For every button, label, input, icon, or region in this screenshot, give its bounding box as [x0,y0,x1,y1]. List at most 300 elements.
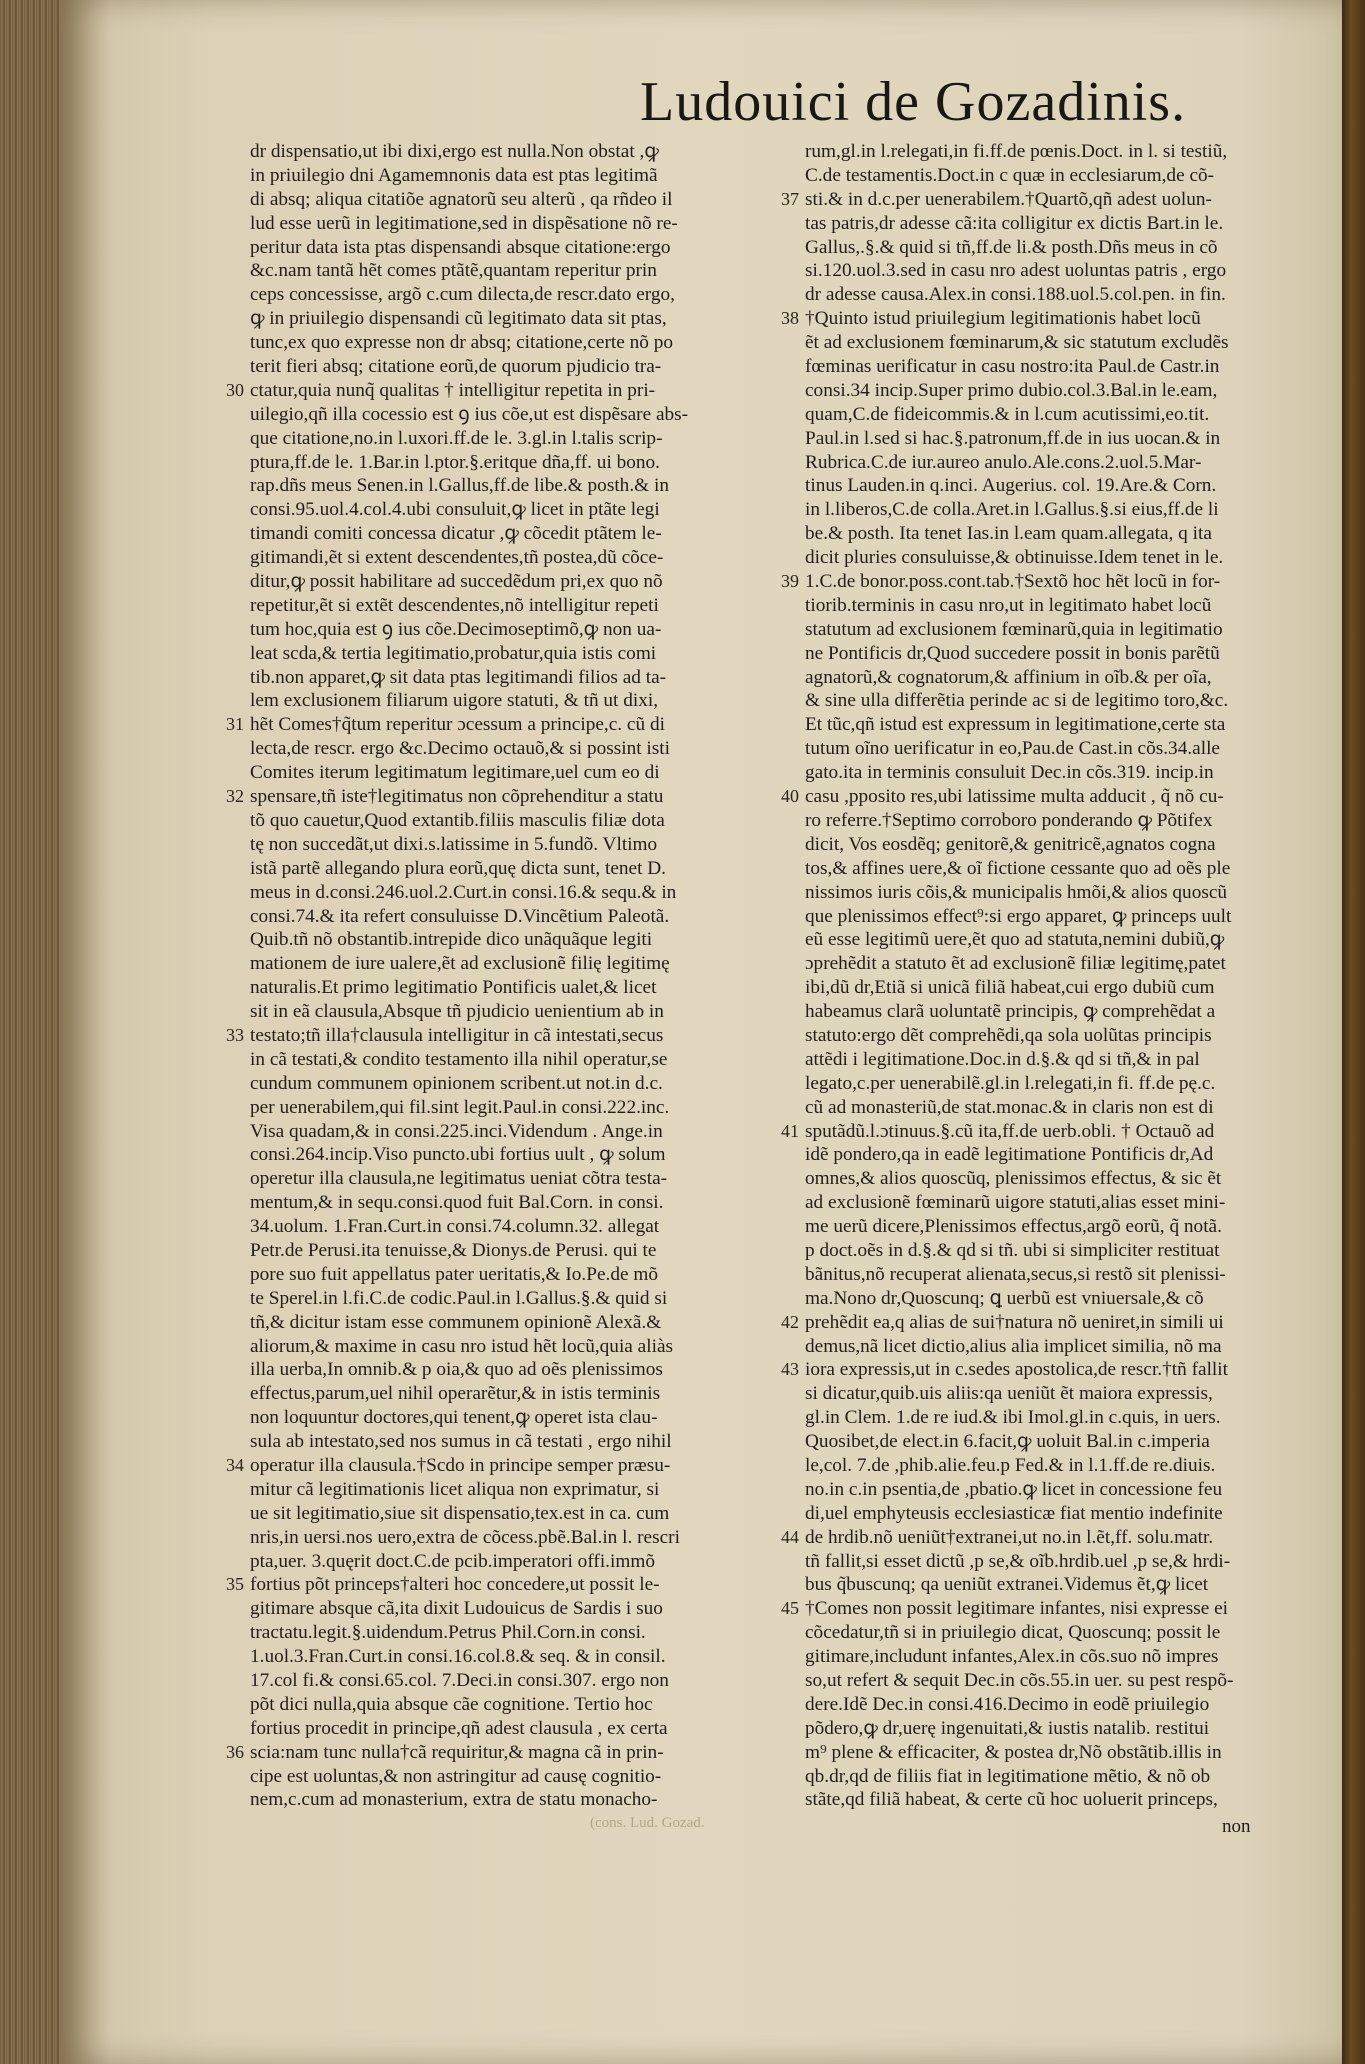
left-column [226,140,770,1812]
text-line [805,857,1305,881]
text-line [805,1167,1305,1191]
text-line [250,857,770,881]
text-line [250,164,770,188]
line-text: sit in eã clausula,Absque tñ pjudicio uenientium ab in [250,1001,664,1023]
margin-number: 39 [781,571,799,592]
line-text: idẽ pondero,qa in eadẽ legitimatione Pontificis dr,Ad [805,1144,1214,1166]
margin-number: 40 [781,786,799,807]
line-text: dr adesse causa.Alex.in consi.188.uol.5.col.pen. in fin. [805,284,1226,306]
text-line [805,1765,1305,1789]
margin-number: 43 [781,1359,799,1380]
line-text: bus q̃buscunq; qa ueniũt extranei.Videmus ẽt,ꝙ licet [805,1574,1209,1596]
text-line [805,1669,1305,1693]
line-text: si.120.uol.3.sed in casu nro adest uoluntas patris , ergo [805,260,1227,282]
text-line [250,1335,770,1359]
line-text: 1.C.de bonor.poss.cont.tab.†Sextõ hoc hẽt locũ in for- [805,571,1221,593]
line-text: cõcedatur,tñ si in priuilegio dicat, Quoscunq; possit le [805,1622,1221,1644]
text-line [805,809,1305,833]
line-text: &c.nam tantã hẽt comes ptãtẽ,quantam reperitur prin [250,260,657,282]
text-line [781,1526,1305,1550]
text-line [250,1215,770,1239]
line-text: gitimare absque cã,ita dixit Ludouicus de Sardis i suo [250,1598,663,1620]
text-line [250,618,770,642]
text-line [805,498,1305,522]
line-text: dicit, Vos eosdẽq; genitorẽ,& genitricẽ,agnatos cogna [805,833,1216,855]
text-line [250,594,770,618]
line-text: nissimos iuris cõis,& municipalis hmõi,& alios quoscũ [805,881,1228,903]
line-text: ptura,ff.de le. 1.Bar.in l.ptor.§.eritque dña,ff. ui bono. [250,451,660,473]
line-text: cipe est uoluntas,& non astringitur ad causę cognitio- [250,1765,662,1787]
line-text: sti.& in d.c.per uenerabilem.†Quartõ,qñ adest uolun- [805,188,1212,210]
line-text: testato;tñ illa†clausula intelligitur in cã intestati,secus [250,1024,664,1046]
text-line [250,498,770,522]
text-line [250,236,770,260]
text-line [805,522,1305,546]
margin-number: 30 [226,379,244,400]
text-line [250,761,770,785]
text-line [250,1788,770,1812]
line-text: tos,& affines uere,& oĩ fictione cessante quo ad oẽs ple [805,857,1231,879]
line-text: tunc,ex quo expresse non dr absq; citatione,certe nõ po [250,332,673,354]
line-text: Visa quadam,& in consi.225.inci.Videndum . Ange.in [250,1120,663,1142]
line-text: me uerũ dicere,Plenissimos effectus,argõ eorũ, q̃ notã. [805,1216,1222,1238]
text-line [226,1454,770,1478]
line-text: ue sit legitimatio,siue sit dispensatio,tex.est in ca. cum [250,1502,670,1524]
line-text: per uenerabilem,qui fil.sint legit.Paul.in consi.222.inc. [250,1096,670,1118]
line-text: statuto:ergo dẽt comprehẽdi,qa sola uolũtas principis [805,1024,1212,1046]
line-text: leat scda,& tertia legitimatio,probatur,quia istis comi [250,642,657,664]
line-text: tractatu.legit.§.uidendum.Petrus Phil.Corn.in consi. [250,1622,646,1644]
text-line [805,928,1305,952]
text-line [805,1741,1305,1765]
text-line [250,1669,770,1693]
line-text: consi.34 incip.Super primo dubio.col.3.Bal.in le.eam, [805,379,1218,401]
text-line [805,546,1305,570]
line-text: & sine ulla differẽtia perinde ac si de legitimo toro,&c. [805,690,1229,712]
text-line [250,1239,770,1263]
text-line [250,1406,770,1430]
text-line [805,1096,1305,1120]
line-text: pta,uer. 3.quęrit doct.C.de pcib.imperatori offi.immõ [250,1550,655,1572]
line-text: fortius põt princeps†alteri hoc concedere,ut possit le- [250,1574,660,1596]
line-text: in l.liberos,C.de colla.Aret.in l.Gallus.§.si eius,ff.de li [805,499,1219,521]
margin-number: 36 [226,1741,244,1762]
text-line [250,1072,770,1096]
line-text: ditur,ꝙ possit habilitare ad succedẽdum pri,ex quo nõ [250,571,663,593]
line-text: lecta,de rescr. ergo &c.Decimo octauõ,& si possint isti [250,738,670,760]
line-text: C.de testamentis.Doct.in c quæ in ecclesiarum,de cõ- [805,164,1215,186]
line-text: Rubrica.C.de iur.aureo anulo.Ale.cons.2.uol.5.Mar- [805,451,1202,473]
line-text: no.in c.in psentia,de ,pbatio.ꝙ licet in concessione feu [805,1478,1223,1500]
text-line [781,1311,1305,1335]
catchword: non [1222,1816,1251,1837]
text-line [250,689,770,713]
text-line [805,1263,1305,1287]
text-line [226,1741,770,1765]
line-text: naturalis.Et primo legitimatio Pontificis ualet,& licet [250,977,657,999]
text-line [250,1311,770,1335]
line-text: ɔprehẽdit a statuto ẽt ad exclusionẽ filiæ legitimę,patet [805,953,1226,975]
line-text: põt dici nulla,quia absque cãe cognitione. Tertio hoc [250,1693,653,1715]
margin-number: 41 [781,1120,799,1141]
text-line [250,307,770,331]
line-text: ad exclusionẽ fœminarũ uigore statuti,alias esset mini- [805,1192,1226,1214]
text-line [250,1645,770,1669]
text-line [226,379,770,403]
line-text: casu ,pposito res,ubi latissime multa adducit , q̃ nõ cu- [805,786,1224,808]
line-text: quam,C.de fideicommis.& in l.cum acutissimi,eo.tit. [805,403,1210,425]
line-text: m⁹ plene & efficaciter, & postea dr,Nõ obstãtib.illis in [805,1741,1222,1763]
line-text: Comites iterum legitimatum legitimare,uel cum eo di [250,762,660,784]
line-text: in cã testati,& condito testamento illa nihil operatur,se [250,1048,668,1070]
margin-number: 35 [226,1574,244,1595]
line-text: ẽt ad exclusionem fœminarum,& sic statutum excludẽs [805,332,1229,354]
line-text: stãte,qd filiã habeat, & certe cũ hoc uoluerit princeps, [805,1789,1218,1811]
text-line [250,1717,770,1741]
line-text: ma.Nono dr,Quoscunq; ꝗ uerbũ est vniuersale,& cõ [805,1287,1204,1309]
text-line [250,1526,770,1550]
line-text: lud esse uerũ in legitimatione,sed in dispẽsatione nõ re- [250,212,678,234]
text-line [805,1430,1305,1454]
line-text: gato.ita in terminis consuluit Dec.in cõs.319. incip.in [805,762,1214,784]
text-line [250,1263,770,1287]
line-text: hẽt Comes†q̃tum reperitur ɔcessum a principe,c. cũ di [250,714,665,736]
text-line [805,666,1305,690]
text-line [250,188,770,212]
text-line [226,785,770,809]
text-line [805,737,1305,761]
line-text: 17.col fi.& consi.65.col. 7.Deci.in consi.307. ergo non [250,1670,669,1691]
text-line [250,1478,770,1502]
text-line [250,833,770,857]
binding-board [1342,0,1365,2064]
line-text: Quosibet,de elect.in 6.facit,ꝙ uoluit Bal.in c.imperia [805,1431,1210,1453]
line-text: mitur cã legitimationis licet aliqua non exprimatur, si [250,1478,660,1500]
line-text: gl.in Clem. 1.de re iud.& ibi Imol.gl.in c.quis, in uers. [805,1407,1221,1429]
text-line [250,976,770,1000]
line-text: gitimandi,ẽt si extent descendentes,tñ postea,dũ cõce- [250,547,664,569]
line-text: gitimare,includunt infantes,Alex.in cõs.suo nõ impres [805,1646,1219,1668]
line-text: Et tũc,qñ istud est expressum in legitimatione,certe sta [805,714,1226,736]
line-text: põdero,ꝙ dr,uerę ingenuitati,& iustis natalib. restitui [805,1717,1210,1739]
text-line [805,1215,1305,1239]
text-line [805,474,1305,498]
text-line [805,1335,1305,1359]
line-text: nris,in uersi.nos uero,extra de cõcess.pbẽ.Bal.in l. rescri [250,1526,680,1548]
line-text: ceps concessisse, argõ c.cum dilecta,de rescr.dato ergo, [250,284,675,306]
text-line [805,451,1305,475]
line-text: sputãdũ.l.ɔtinuus.§.cũ ita,ff.de uerb.obli. † Octauõ ad [805,1120,1215,1142]
text-line [250,427,770,451]
line-text: ctatur,quia nunq̃ qualitas † intelligitur repetita in pri- [250,379,656,401]
text-line [781,1120,1305,1144]
text-line [250,570,770,594]
line-text: omnes,& alios quoscũq, plenissimos effectus, & sic ẽt [805,1168,1222,1190]
line-text: fœminas uerificatur in casu nostro:ita Paul.de Castr.in [805,356,1220,378]
line-text: non loquuntur doctores,qui tenent,ꝙ operet ista clau- [250,1407,658,1429]
text-line [250,451,770,475]
text-line [781,570,1305,594]
margin-number: 31 [226,714,244,735]
text-line [805,331,1305,355]
line-text: effectus,parum,uel nihil operarẽtur,& in istis terminis [250,1383,661,1405]
line-text: si dicatur,quib.uis aliis:qa ueniũt ẽt maiora expressis, [805,1383,1213,1405]
line-text: ꝙ in priuilegio dispensandi cũ legitimato data sit ptas, [250,308,667,330]
text-line [250,666,770,690]
line-text: sula ab intestato,sed nos sumus in cã testati , ergo nihil [250,1431,672,1453]
line-text: que citatione,no.in l.uxori.ff.de le. 3.gl.in l.talis scrip- [250,427,663,449]
line-text: be.& posth. Ita tenet Ias.in l.eam quam.allegata, q ita [805,523,1212,545]
text-line [781,1597,1305,1621]
line-text: 1.uol.3.Fran.Curt.in consi.16.col.8.& seq. & in consil. [250,1646,666,1668]
line-text: timandi comiti concessa dicatur ,ꝙ cõcedit ptãtem le- [250,523,662,545]
faint-annotation: (cons. Lud. Gozad. [590,1815,705,1831]
line-text: statutum ad exclusionem fœminarũ,quia in legitimatio [805,618,1223,640]
text-line [805,236,1305,260]
text-line [250,1382,770,1406]
text-line [250,1143,770,1167]
line-text: operetur illa clausula,ne legitimatus ueniat cõtra testa- [250,1168,668,1190]
text-line [805,1573,1305,1597]
text-line [805,1191,1305,1215]
line-text: †Comes non possit legitimare infantes, nisi expresse ei [805,1598,1229,1620]
text-line [250,737,770,761]
margin-number: 32 [226,786,244,807]
text-line [805,1000,1305,1024]
text-line [250,474,770,498]
text-line [250,1167,770,1191]
text-line [805,761,1305,785]
text-line [805,1072,1305,1096]
text-line [250,1430,770,1454]
text-line [781,188,1305,212]
line-text: tum hoc,quia est ꝯ ius cõe.Decimoseptimõ,ꝙ non ua- [250,618,662,640]
right-column [781,140,1305,1812]
line-text: tę non succedãt,ut dixi.s.latissime in 5.fundõ. Vltimo [250,833,658,855]
text-line [250,1693,770,1717]
line-text: tõ quo cauetur,Quod extantib.filiis masculis filiæ dota [250,809,665,831]
text-line [805,1645,1305,1669]
line-text: dicit pluries consuluisse,& obtinuisse.Idem tenet in le. [805,547,1224,569]
line-text: Gallus,.§.& quid si tñ,ff.de li.& posth.Dñs meus in cõ [805,236,1218,258]
text-line [805,212,1305,236]
line-text: tiorib.terminis in casu nro,ut in legitimato habet locũ [805,594,1212,616]
text-line [250,642,770,666]
line-text: legato,c.per uenerabilẽ.gl.in l.relegati,in fi. ff.de pę.c. [805,1072,1216,1094]
line-text: mentum,& in sequ.consi.quod fuit Bal.Corn. in consi. [250,1192,664,1214]
text-line [805,1788,1305,1812]
line-text: consi.95.uol.4.col.4.ubi consuluit,ꝙ licet in ptãte legi [250,499,660,521]
line-text: illa uerba,In omnib.& p oia,& quo ad oẽs plenissimos [250,1359,663,1381]
line-text: lem exclusionem filiarum uigore statuti, & tñ ut dixi, [250,690,659,712]
text-line [805,1143,1305,1167]
text-line [250,403,770,427]
line-text: demus,nã licet dictio,alius alia implicet similia, nõ ma [805,1335,1222,1357]
text-line [250,1191,770,1215]
text-line [805,1382,1305,1406]
line-text: di,uel emphyteusis ecclesiasticæ fiat mentio indefinite [805,1502,1223,1524]
line-text: in priuilegio dni Agamemnonis data est ptas legitimã [250,164,658,186]
text-line [250,1048,770,1072]
text-line [805,833,1305,857]
line-text: spensare,tñ iste†legitimatus non cõprehenditur a statu [250,786,664,808]
text-line [805,355,1305,379]
text-line [805,594,1305,618]
line-text: aliorum,& maxime in casu nro istud hẽt locũ,quia aliàs [250,1335,674,1357]
line-text: pore suo fuit appellatus pater ueritatis,& Io.Pe.de mõ [250,1263,659,1285]
line-text: uilegio,qñ illa cocessio est ꝯ ius cõe,ut est dispẽsare abs- [250,403,689,425]
line-text: nem,c.cum ad monasterium, extra de statu monacho- [250,1789,658,1811]
text-line [805,881,1305,905]
line-text: cũ ad monasteriũ,de stat.monac.& in claris non est di [805,1096,1214,1118]
running-header: Ludouici de Gozadinis. [640,71,1187,133]
line-text: cundum communem opinionem scribent.ut not.in d.c. [250,1072,663,1094]
line-text: qb.dr,qd de filiis fiat in legitimatione mẽtio, & nõ ob [805,1765,1211,1787]
line-text: terit fieri absq; citatione eorũ,de quorum pjudicio tra- [250,356,662,378]
text-line [250,140,770,164]
line-text: prehẽdit ea,q alias de sui†natura nõ ueniret,in simili ui [805,1311,1224,1333]
text-line [805,164,1305,188]
text-line [805,1502,1305,1526]
text-line [250,952,770,976]
line-text: repetitur,ẽt si extẽt descendentes,nõ intelligitur repeti [250,594,659,616]
line-text: ro referre.†Septimo corroboro ponderando ꝙ Põtifex [805,809,1213,831]
text-line [250,1502,770,1526]
margin-number: 34 [226,1454,244,1475]
line-text: p doct.oẽs in d.§.& qd si tñ. ubi si simpliciter restituat [805,1239,1220,1261]
text-line [226,713,770,737]
text-line [250,1621,770,1645]
text-line [250,212,770,236]
text-line [805,1478,1305,1502]
line-text: tutum oĩno uerificatur in eo,Pau.de Cast.in cõs.34.alle [805,738,1220,760]
text-line [250,546,770,570]
line-text: mationem de iure ualere,ẽt ad exclusionẽ filię legitimę [250,953,670,975]
line-text: rum,gl.in l.relegati,in fi.ff.de pœnis.Doct. in l. si testiũ, [805,141,1228,162]
text-line [805,952,1305,976]
text-line [805,1717,1305,1741]
line-text: meus in d.consi.246.uol.2.Curt.in consi.16.& sequ.& in [250,881,677,903]
margin-number: 45 [781,1598,799,1619]
text-line [250,1000,770,1024]
line-text: consi.74.& ita refert consuluisse D.Vincẽtium Paleotã. [250,905,670,927]
text-line [805,1550,1305,1574]
line-text: fortius procedit in principe,qñ adest clausula , ex certa [250,1717,668,1739]
line-text: consi.264.incip.Viso puncto.ubi fortius uult , ꝙ solum [250,1144,666,1166]
line-text: le,col. 7.de ,phib.alie.feu.p Fed.& in l.1.ff.de re.diuis. [805,1454,1216,1476]
text-line [805,1693,1305,1717]
text-line [805,618,1305,642]
text-line [250,1358,770,1382]
text-line [250,283,770,307]
line-text: rap.dñs meus Senen.in l.Gallus,ff.de libe.& posth.& in [250,475,669,497]
margin-number: 33 [226,1024,244,1045]
line-text: agnatorũ,& cognatorum,& affinium in oĩb.& per oĩa, [805,666,1212,688]
text-line [781,785,1305,809]
text-line [805,642,1305,666]
text-line [805,1048,1305,1072]
text-line [805,1024,1305,1048]
text-line [250,1765,770,1789]
line-text: tib.non apparet,ꝙ sit data ptas legitimandi filios ad ta- [250,666,667,688]
text-line [805,905,1305,929]
line-text: ibi,dũ dr,Etiã si unicã filiã habeat,cui ergo dubiũ cum [805,977,1215,999]
text-line [250,809,770,833]
text-line [805,1621,1305,1645]
text-line [781,307,1305,331]
line-text: te Sperel.in l.fi.C.de codic.Paul.in l.Gallus.§.& quid si [250,1287,668,1309]
text-line [250,1287,770,1311]
text-line [805,1287,1305,1311]
line-text: Paul.in l.sed si hac.§.patronum,ff.de in ius uocan.& in [805,427,1221,449]
line-text: operatur illa clausula.†Scdo in principe semper præsu- [250,1454,671,1476]
line-text: attẽdi i legitimatione.Doc.in d.§.& qd si tñ,& in pal [805,1048,1200,1070]
text-line [250,1597,770,1621]
line-text: iora expressis,ut in c.sedes apostolica,de rescr.†tñ fallit [805,1359,1228,1381]
line-text: scia:nam tunc nulla†cã requiritur,& magna cã in prin- [250,1741,664,1763]
line-text: bãnitus,nõ recuperat alienata,secus,si restõ sit plenissi- [805,1263,1226,1285]
margin-number: 42 [781,1311,799,1332]
text-line [805,140,1305,164]
text-line [805,713,1305,737]
line-text: peritur data ista ptas dispensandi absque citatione:ergo [250,236,671,258]
line-text: tas patris,dr adesse cã:ita colligitur ex dictis Bart.in le. [805,212,1224,234]
margin-number: 44 [781,1526,799,1547]
text-line [805,427,1305,451]
line-text: Quib.tñ nõ obstantib.intrepide dico unãquãque legiti [250,929,653,951]
text-line [250,1096,770,1120]
text-line [805,976,1305,1000]
text-line [250,331,770,355]
line-text: Petr.de Perusi.ita tenuisse,& Dionys.de Perusi. qui te [250,1239,657,1261]
text-line [805,259,1305,283]
line-text: istã partẽ allegando plura eorũ,quę dicta sunt, tenet D. [250,857,667,879]
text-line [250,1550,770,1574]
line-text: de hrdib.nõ ueniũt†extranei,ut no.in l.ẽt,ff. solu.matr. [805,1526,1214,1548]
line-text: habeamus clarã uoluntatẽ principis, ꝙ comprehẽdat a [805,1001,1216,1023]
text-line [805,283,1305,307]
text-line [226,1573,770,1597]
text-line [250,881,770,905]
text-line [805,1454,1305,1478]
margin-number: 38 [781,308,799,329]
line-text: ne Pontificis dr,Quod succedere possit in bonis parẽtũ [805,642,1220,664]
line-text: so,ut refert & sequit Dec.in cõs.55.in uer. su pest respõ- [805,1670,1234,1691]
text-line [805,379,1305,403]
text-line [250,905,770,929]
text-line [805,1406,1305,1430]
line-text: tñ fallit,si esset dictũ ,p se,& oĩb.hrdib.uel ,p se,& hrdi- [805,1550,1231,1572]
text-line [250,355,770,379]
line-text: tñ,& dicitur istam esse communem opinionẽ Alexã.& [250,1311,662,1333]
text-line [805,1239,1305,1263]
line-text: dr dispensatio,ut ibi dixi,ergo est nulla.Non obstat ,ꝙ [250,141,659,162]
text-line [250,522,770,546]
line-text: †Quinto istud priuilegium legitimationis habet locũ [805,308,1201,330]
line-text: di absq; aliqua citatiõe agnatorũ seu alterũ , qa rñdeo il [250,188,673,210]
line-text: tinus Lauden.in q.inci. Augerius. col. 19.Are.& Corn. [805,475,1217,497]
text-line [805,689,1305,713]
line-text: dere.Idẽ Dec.in consi.416.Decimo in eodẽ priuilegio [805,1693,1210,1715]
text-line [250,259,770,283]
text-line [805,403,1305,427]
line-text: que plenissimos effect⁹:si ergo apparet, ꝙ princeps uult [805,905,1232,927]
line-text: 34.uolum. 1.Fran.Curt.in consi.74.column.32. allegat [250,1216,660,1238]
text-line [781,1358,1305,1382]
line-text: eũ esse legitimũ uere,ẽt quo ad statuta,nemini dubiũ,ꝙ [805,929,1225,951]
text-line [250,1120,770,1144]
text-line [226,1024,770,1048]
